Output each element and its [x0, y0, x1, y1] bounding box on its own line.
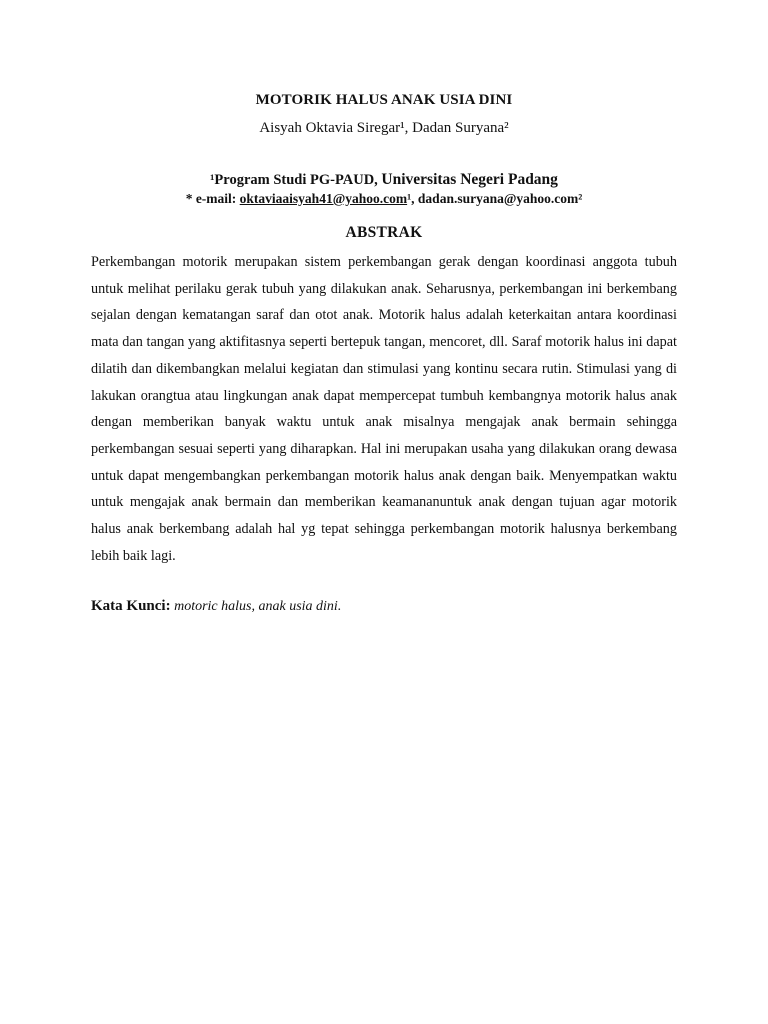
affiliation-program: ¹Program Studi PG-PAUD,	[210, 172, 382, 188]
affiliation-university: Universitas Negeri Padang	[381, 171, 558, 188]
affiliation	[0, 171, 768, 189]
email-prefix: * e-mail:	[185, 191, 240, 206]
keywords-line	[91, 598, 677, 615]
keywords-label: Kata Kunci:	[91, 598, 171, 614]
paper-title: MOTORIK HALUS ANAK USIA DINI	[255, 92, 513, 108]
email-link-1[interactable]: oktaviaaisyah41@yahoo.com	[239, 191, 408, 206]
author-list: Aisyah Oktavia Siregar¹, Dadan Suryana²	[259, 120, 509, 136]
abstract-heading: ABSTRAK	[345, 224, 423, 241]
keywords-text: motoric halus, anak usia dini.	[170, 599, 342, 614]
abstract-text: Perkembangan motorik merupakan sistem perkembangan gerak dengan koordinasi anggota tubuh untuk melihat perilaku gerak tubuh yang dilakukan anak. Seharusnya, perkembangan ini berkembang sejalan dengan kematangan saraf dan otot anak. Motorik halus adalah keterkaitan antara koordinasi mata dan tangan yang aktifitasnya seperti bertepuk tangan, mencoret, dll. Saraf motorik halus ini dapat dilatih dan dikembangkan melalui kegiatan dan stimulasi yang kontinu secara rutin. Stimulasi yang di lakukan orangtua atau lingkungan anak dapat mempercepat tumbuh kembangnya motorik halus anak dengan memberikan banyak waktu untuk anak misalnya mengajak anak bermain sehingga perkembangan sesuai seperti yang diharapkan. Hal ini merupakan usaha yang dilakukan orang dewasa untuk dapat mengembangkan perkembangan motorik halus anak dengan baik. Menyempatkan waktu untuk mengajak anak bermain dan memberikan keamananuntuk anak dengan tujuan agar motorik halus anak berkembang adalah hal yg tepat sehingga perkembangan motorik halusnya berkembang lebih baik lagi.	[91, 254, 677, 564]
email-line	[0, 191, 768, 207]
email-rest: ¹, dadan.suryana@yahoo.com²	[407, 191, 583, 206]
